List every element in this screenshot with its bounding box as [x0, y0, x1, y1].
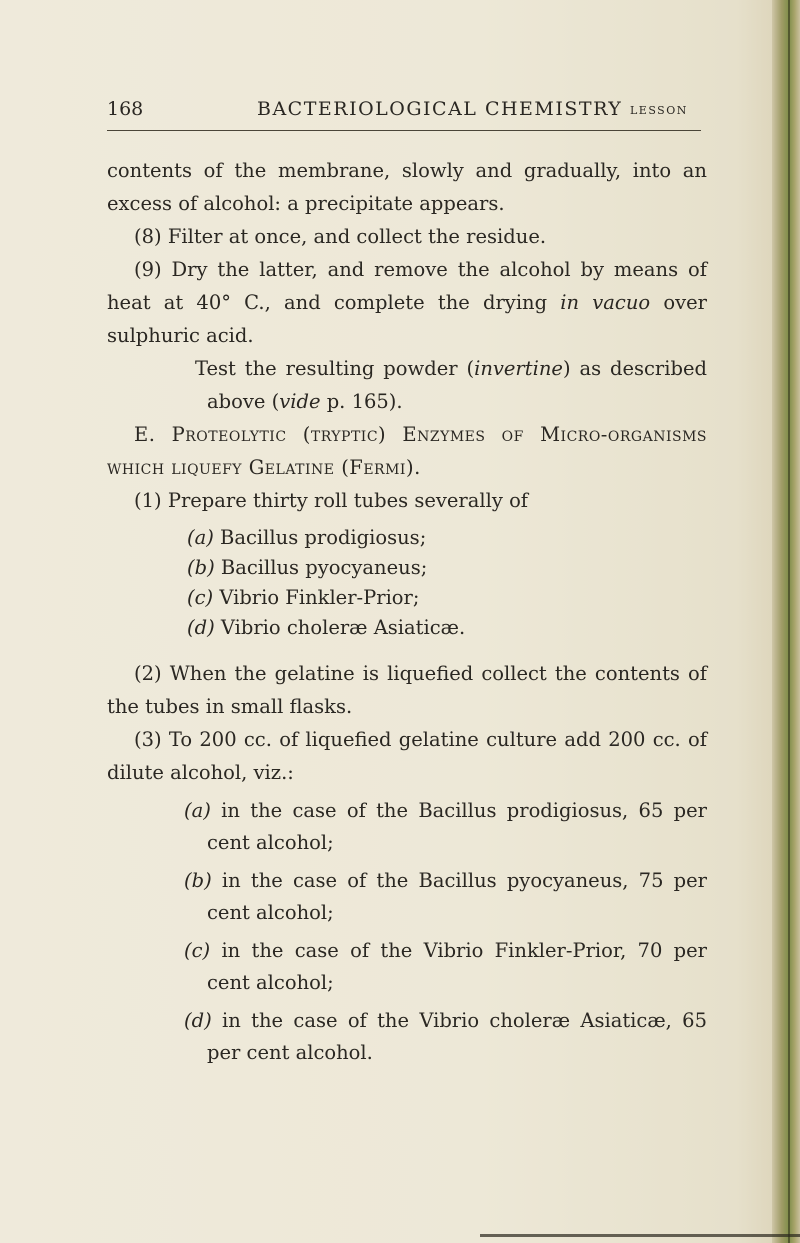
- test-paragraph: Test the resulting powder (invertine) as described above (vide p. 165).: [195, 357, 708, 413]
- step-9: (9) Dry the latter, and remove the alcohol by means of heat at 40° C., and complete the drying in vacuo over sulphuric acid.: [107, 258, 707, 347]
- list-item: (a) in the case of the Bacillus prodigiosus, 65 per cent alcohol;: [184, 799, 707, 854]
- section-heading: E. Proteolytic (tryptic) Enzymes of Micro-organisms which liquefy Gelatine (Fermi).: [107, 423, 707, 479]
- section-label: LESSON: [630, 104, 688, 117]
- header-rule: [107, 130, 701, 131]
- step-1: (1) Prepare thirty roll tubes severally of: [134, 489, 529, 512]
- alcohol-cases-list: [107, 795, 707, 1069]
- running-title: BACTERIOLOGICAL CHEMISTRY: [257, 98, 623, 120]
- step-8: (8) Filter at once, and collect the residue.: [134, 225, 547, 248]
- list-item: (c) Vibrio Finkler-Prior;: [187, 586, 420, 609]
- binding-line: [788, 0, 790, 1243]
- list-item: (b) Bacillus pyocyaneus;: [187, 556, 428, 579]
- list-item: (b) in the case of the Bacillus pyocyaneus, 75 per cent alcohol;: [184, 869, 708, 924]
- in-vacuo-italic: in vacuo: [560, 291, 651, 314]
- page-body: [107, 154, 707, 1069]
- organism-list: [107, 523, 707, 643]
- list-item: (d) Vibrio choleræ Asiaticæ.: [187, 616, 466, 639]
- list-item: (c) in the case of the Vibrio Finkler-Prior, 70 per cent alcohol;: [184, 939, 708, 994]
- step-2: (2) When the gelatine is liquefied collect the contents of the tubes in small flasks.: [107, 662, 707, 718]
- page-edge: [772, 0, 800, 1243]
- running-header: [107, 98, 707, 128]
- bottom-edge-line: [480, 1234, 800, 1237]
- step-3: (3) To 200 cc. of liquefied gelatine culture add 200 cc. of dilute alcohol, viz.:: [107, 728, 707, 784]
- list-item: (d) in the case of the Vibrio choleræ Asiaticæ, 65 per cent alcohol.: [184, 1009, 707, 1064]
- page-number: 168: [107, 98, 144, 120]
- paragraph-continued: contents of the membrane, slowly and gradually, into an excess of alcohol: a precipitate appears.: [107, 159, 707, 215]
- list-item: (a) Bacillus prodigiosus;: [187, 526, 427, 549]
